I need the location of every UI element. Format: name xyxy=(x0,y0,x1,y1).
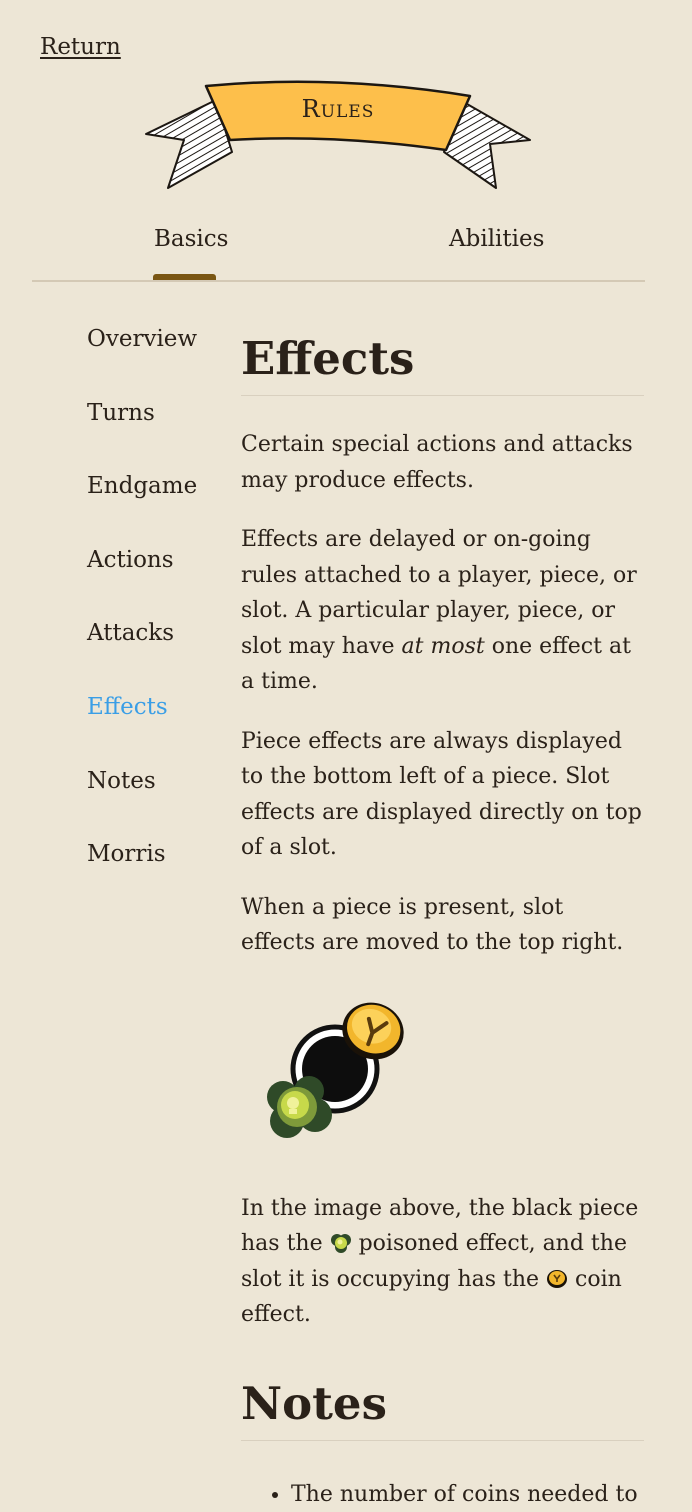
effects-example-image xyxy=(263,999,413,1149)
effects-illustration xyxy=(263,999,413,1149)
effects-paragraph-5-start: In the image above, the black piece has the xyxy=(241,1195,639,1256)
return-link[interactable]: Return xyxy=(40,34,121,60)
rules-banner xyxy=(144,78,532,194)
tab-abilities[interactable]: Abilities xyxy=(449,226,545,252)
effects-paragraph-4: When a piece is present, slot effects are moved to the top right. xyxy=(241,894,624,955)
effects-heading: Effects xyxy=(241,328,644,396)
sidebar-item-morris[interactable]: Morris xyxy=(87,841,166,868)
sidebar-item-effects[interactable]: Effects xyxy=(87,693,168,720)
tab-basics[interactable]: Basics xyxy=(154,226,229,252)
sidebar-item-endgame[interactable]: Endgame xyxy=(87,473,198,500)
sidebar-item-overview[interactable]: Overview xyxy=(87,326,198,352)
notes-heading: Notes xyxy=(241,1373,644,1441)
effects-paragraph-3: Piece effects are always displayed to the bottom left of a piece. Slot effects are displayed directly on top of a slot. xyxy=(241,728,642,860)
effects-paragraph-1: Certain special actions and attacks may produce effects. xyxy=(241,432,633,493)
effects-paragraph-5-middle: poisoned effect, and the slot it is occupying has the xyxy=(241,1231,627,1292)
poison-cloud-icon xyxy=(267,1076,332,1138)
effects-paragraph-5-end: coin effect. xyxy=(241,1266,622,1327)
poison-inline-icon xyxy=(330,1232,352,1254)
sidebar-item-actions[interactable]: Actions xyxy=(87,546,174,573)
tab-bar xyxy=(32,222,645,282)
banner-title: Rules xyxy=(301,95,375,123)
sidebar-item-turns[interactable]: Turns xyxy=(87,399,155,426)
effects-paragraph-5 xyxy=(241,1191,644,1333)
list-item: • The number of coins needed to xyxy=(291,1477,644,1512)
coin-inline-icon xyxy=(546,1268,568,1290)
rules-content xyxy=(241,328,644,1512)
effects-paragraph-2 xyxy=(241,522,644,700)
sidebar-item-attacks[interactable]: Attacks xyxy=(87,620,175,647)
notes-list xyxy=(241,1477,644,1512)
emphasis-at-most: at most xyxy=(401,633,485,659)
effects-paragraph-2-end: one effect at a time. xyxy=(241,633,631,694)
effects-paragraph-2-start: Effects are delayed or on-going rules attached to a player, piece, or slot. A particular player, piece, or slot may have xyxy=(241,527,637,659)
active-tab-indicator xyxy=(153,274,216,280)
section-nav xyxy=(87,318,227,907)
sidebar-item-notes[interactable]: Notes xyxy=(87,767,156,794)
